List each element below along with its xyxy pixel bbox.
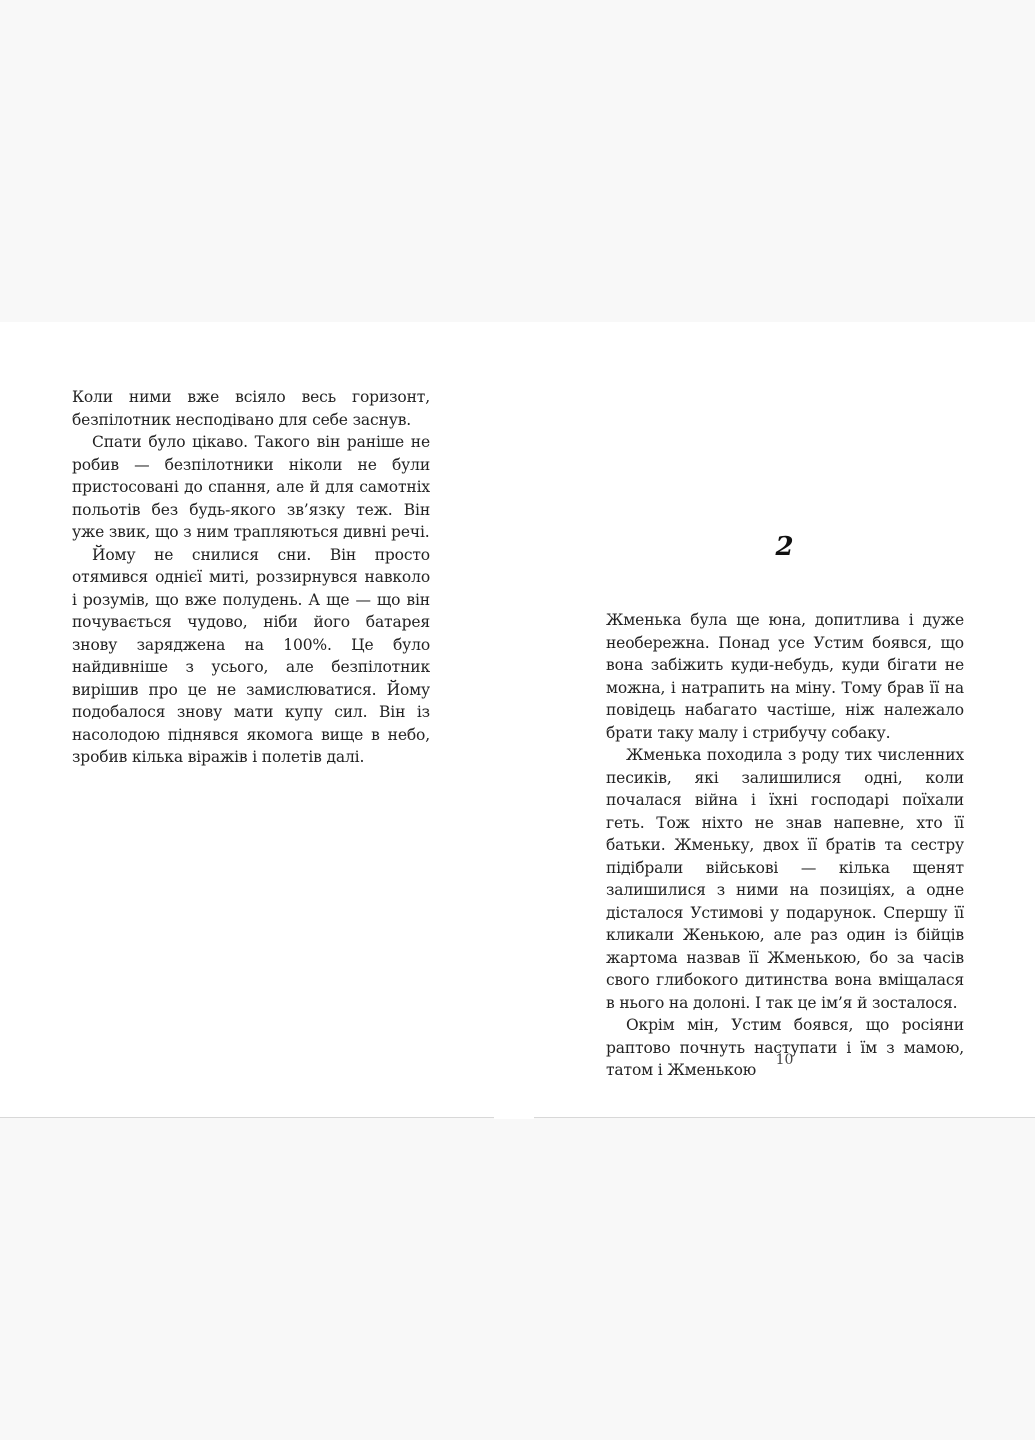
- page-number: 10: [775, 1052, 794, 1068]
- gutter-divider: [494, 1117, 534, 1119]
- book-spread: [0, 322, 1035, 1118]
- left-page-text: [72, 386, 430, 769]
- right-page-text: [606, 609, 964, 1082]
- chapter-number: 2: [775, 532, 794, 562]
- paragraph: Окрім мін, Устим боявся, що росіяни раптово почнуть наступати і їм з мамою, татом і Жменькою: [606, 1016, 964, 1079]
- paragraph: Йому не снилися сни. Він просто отямився однієї миті, роззирнувся навколо і розумів, що вже полудень. А ще — що він почувається чудово, ніби його батарея знову заряджена на 100%. Це було найдивніше з усього, але безпілотник вирішив про це не замислюватися. Йому подобалося знову мати купу сил. Він із насолодою піднявся якомога вище в небо, зробив кілька віражів і полетів далі.: [72, 545, 430, 766]
- right-page: [517, 322, 1035, 1117]
- paragraph: Коли ними вже всіяло весь горизонт, безпілотник несподівано для себе заснув.: [72, 388, 430, 429]
- paragraph: Жменька була ще юна, допитлива і дуже необережна. Понад усе Устим боявся, що вона забіжить куди-небудь, куди бігати не можна, і натрапить на міну. Тому брав її на повідець набагато частіше, ніж належало брати таку малу і стрибучу собаку.: [606, 611, 964, 742]
- paragraph: Спати було цікаво. Такого він раніше не робив — безпілотники ніколи не були пристосовані до спання, але й для самотніх польотів без будь-якого зв’язку теж. Він уже звик, що з ним трапляються дивні речі.: [72, 433, 430, 541]
- left-page: [0, 322, 517, 1117]
- paragraph: Жменька походила з роду тих численних песиків, які залишилися одні, коли почалася війна і їхні господарі поїхали геть. Тож ніхто не знав напевне, хто її батьки. Жменьку, двох її братів та сестру підібрали військові — кілька щенят залишилися з ними на позиціях, а одне дісталося Устимові у подарунок. Спершу її кликали Женькою, але раз один із бійців жартома назвав її Жменькою, бо за часів свого глибокого дитинства вона вміщалася в нього на долоні. І так це ім’я й зосталося.: [606, 746, 964, 1012]
